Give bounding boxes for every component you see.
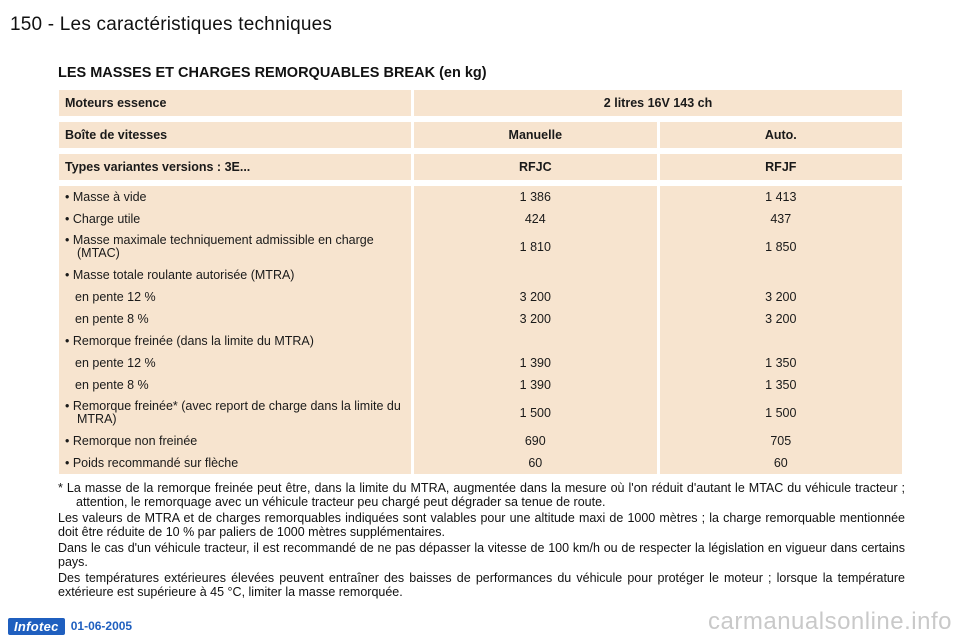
row-manual: 424	[414, 208, 657, 230]
footer	[8, 617, 132, 635]
row-label: • Masse à vide	[65, 189, 147, 204]
footnote-temperature: Des températures extérieures élevées peuvent entraîner des baisses de performances du véhicule pour protéger le moteur ; lorsque la température extérieure est supérieure à 45 °C, limiter la masse remorquée.	[58, 571, 905, 599]
section-title: LES MASSES ET CHARGES REMORQUABLES BREAK (en kg)	[58, 65, 487, 81]
types-auto: RFJF	[660, 154, 902, 180]
table-row	[59, 230, 902, 264]
table-row	[59, 374, 902, 396]
page-title: 150 - Les caractéristiques techniques	[10, 14, 333, 35]
gearbox-row	[59, 122, 902, 148]
row-label: • Masse maximale techniquement admissible en charge (MTAC)	[65, 233, 374, 260]
row-label: en pente 12 %	[75, 290, 156, 304]
row-label: en pente 8 %	[75, 312, 149, 326]
specs-table	[56, 90, 905, 474]
row-manual: 1 390	[414, 352, 657, 374]
row-manual: 690	[414, 430, 657, 452]
table-row	[59, 396, 902, 430]
row-label: • Remorque non freinée	[65, 433, 198, 448]
row-auto: 60	[660, 452, 902, 474]
row-auto	[660, 330, 902, 352]
row-manual: 3 200	[414, 308, 657, 330]
row-manual: 1 390	[414, 374, 657, 396]
footnote-altitude: Les valeurs de MTRA et de charges remorquables indiquées sont valables pour une altitude maxi de 1000 mètres ; la charge remorquable mentionnée doit être réduite de 10 % par paliers de 1000 mètres supplémentaires.	[58, 511, 905, 539]
row-auto	[660, 264, 902, 286]
engine-label: Moteurs essence	[59, 90, 411, 116]
table-row	[59, 208, 902, 230]
types-label: Types variantes versions : 3E...	[59, 154, 411, 180]
gearbox-auto: Auto.	[660, 122, 902, 148]
row-label: • Masse totale roulante autorisée (MTRA)	[65, 267, 295, 282]
types-row	[59, 154, 902, 180]
types-manual: RFJC	[414, 154, 657, 180]
table-row	[59, 186, 902, 208]
row-auto: 3 200	[660, 286, 902, 308]
row-label: • Remorque freinée* (avec report de charge dans la limite du MTRA)	[65, 399, 401, 426]
row-auto: 437	[660, 208, 902, 230]
table-row	[59, 308, 902, 330]
table-row	[59, 264, 902, 286]
row-manual	[414, 264, 657, 286]
row-label: • Poids recommandé sur flèche	[65, 455, 239, 470]
footnote-star: * La masse de la remorque freinée peut être, dans la limite du MTRA, augmentée dans la mesure où l'on réduit d'autant le MTAC du véhicule tracteur ; attention, le remorquage avec un véhicule tracteur peu chargé peut dégrader sa tenue de route.	[58, 481, 905, 509]
row-manual: 60	[414, 452, 657, 474]
row-label: • Remorque freinée (dans la limite du MTRA)	[65, 333, 314, 348]
row-manual: 1 386	[414, 186, 657, 208]
engine-row	[59, 90, 902, 116]
table-row	[59, 352, 902, 374]
table-row	[59, 286, 902, 308]
row-auto: 705	[660, 430, 902, 452]
row-manual	[414, 330, 657, 352]
watermark: carmanualsonline.info	[708, 608, 952, 635]
table-row	[59, 430, 902, 452]
table-row	[59, 330, 902, 352]
row-manual: 1 500	[414, 396, 657, 430]
edition-date: 01-06-2005	[70, 619, 133, 633]
row-label: en pente 12 %	[75, 356, 156, 370]
engine-value: 2 litres 16V 143 ch	[414, 90, 902, 116]
footnotes	[58, 482, 905, 602]
row-auto: 1 350	[660, 374, 902, 396]
footnote-speed: Dans le cas d'un véhicule tracteur, il est recommandé de ne pas dépasser la vitesse de 100 km/h ou de respecter la législation en vigueur dans certains pays.	[58, 541, 905, 569]
row-auto: 3 200	[660, 308, 902, 330]
row-manual: 3 200	[414, 286, 657, 308]
row-label: • Charge utile	[65, 211, 141, 226]
row-manual: 1 810	[414, 230, 657, 264]
row-auto: 1 413	[660, 186, 902, 208]
row-auto: 1 500	[660, 396, 902, 430]
row-auto: 1 350	[660, 352, 902, 374]
row-auto: 1 850	[660, 230, 902, 264]
table-row	[59, 452, 902, 474]
gearbox-label: Boîte de vitesses	[59, 122, 411, 148]
infotec-logo: Infotec	[8, 618, 65, 635]
gearbox-manual: Manuelle	[414, 122, 657, 148]
row-label: en pente 8 %	[75, 378, 149, 392]
